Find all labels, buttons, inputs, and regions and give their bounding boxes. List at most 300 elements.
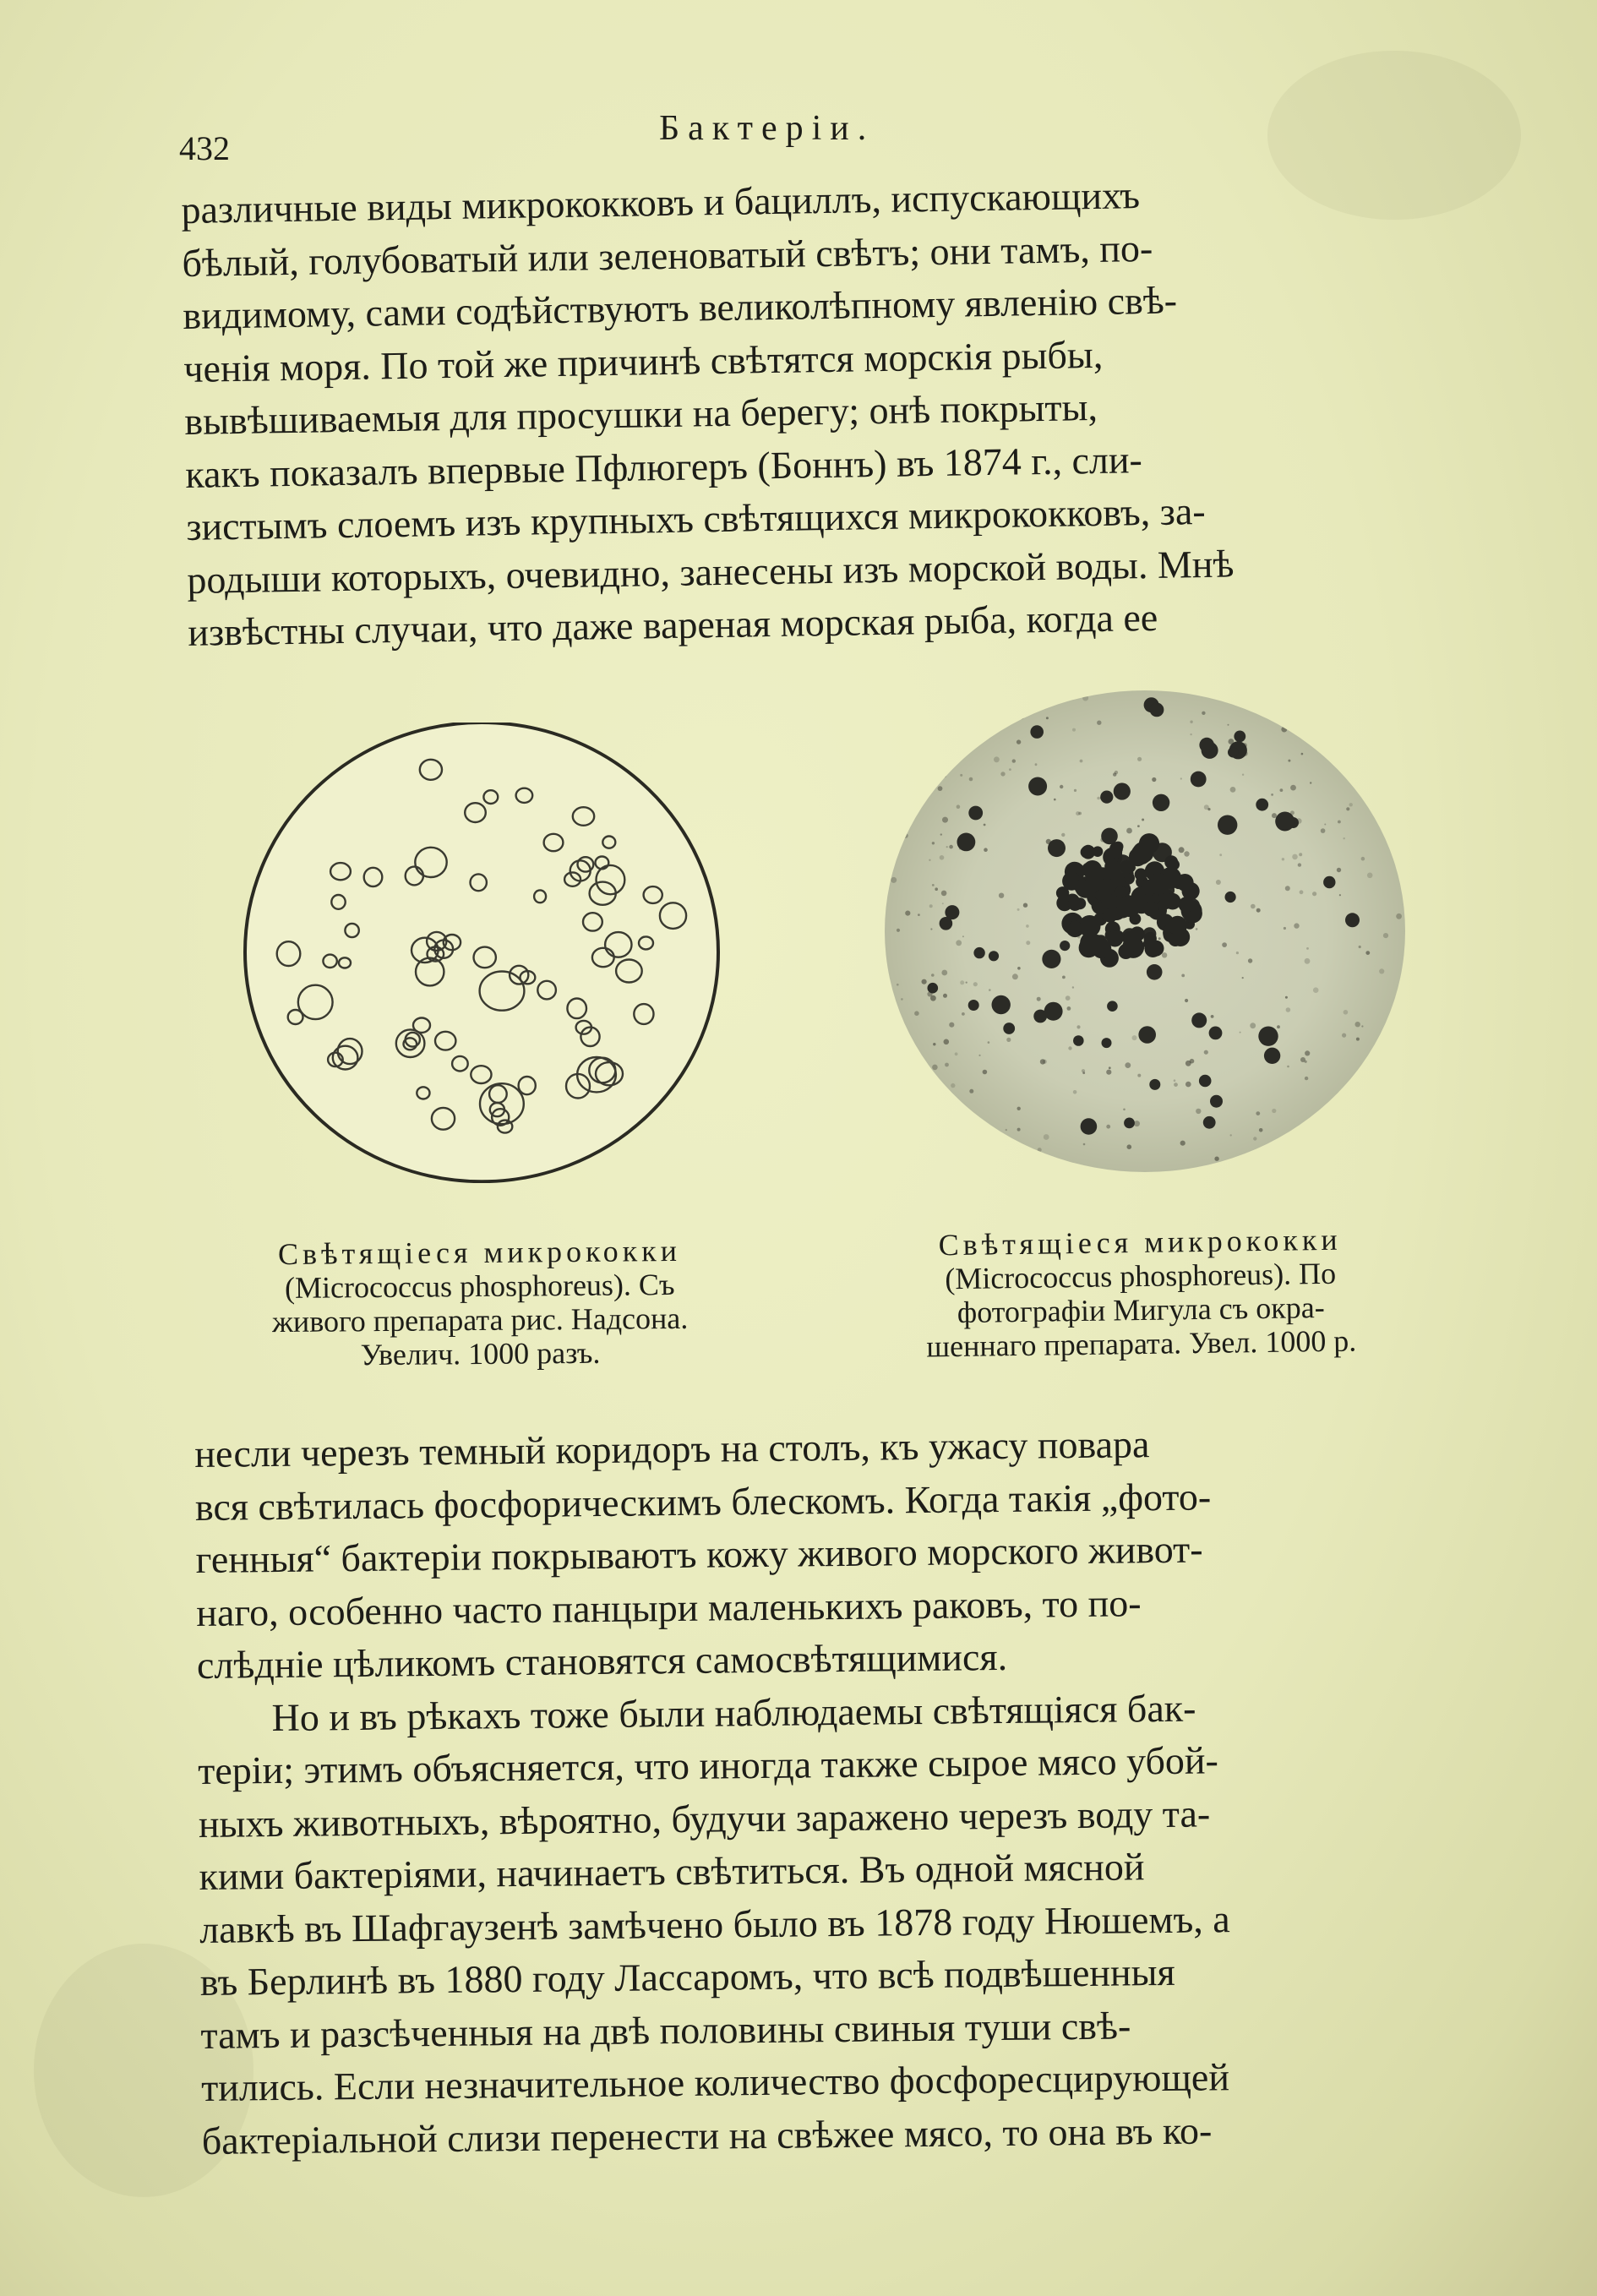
stained-cell <box>1132 1035 1137 1040</box>
text-line: вся свѣтилась фосфорическимъ блескомъ. Когда такiя „фото- <box>194 1474 1212 1529</box>
stained-cell <box>957 833 976 852</box>
stained-cell <box>1180 777 1182 779</box>
stained-cell <box>897 984 899 986</box>
text-line: извѣстны случаи, что даже вареная морская рыба, когда ее <box>187 595 1158 654</box>
stained-cell <box>1079 915 1101 937</box>
stained-cell <box>1137 757 1142 761</box>
stained-cell <box>1225 892 1236 903</box>
stained-cell <box>890 1069 893 1072</box>
stained-cell <box>966 1167 969 1170</box>
stained-cell <box>984 848 988 852</box>
stained-cell <box>943 774 946 777</box>
stained-cell <box>1359 946 1361 948</box>
stained-cell <box>1107 860 1121 875</box>
stained-cell <box>938 786 943 791</box>
stained-cell <box>1289 1135 1290 1137</box>
stained-cell <box>1339 894 1341 896</box>
stained-cell <box>941 970 947 976</box>
stained-cell <box>1321 828 1326 833</box>
stained-cell <box>1153 794 1169 811</box>
stained-cell <box>1218 815 1237 835</box>
stained-cell <box>1134 1121 1140 1126</box>
stained-cell <box>1102 1038 1112 1048</box>
stained-cell <box>1323 876 1335 888</box>
stained-cell <box>1080 760 1083 763</box>
stained-cell <box>1112 930 1125 943</box>
stained-cell <box>1101 828 1118 845</box>
stained-cell <box>1228 724 1229 726</box>
text-line: зистымъ слоемъ изъ крупныхъ свѣтящихся микрококковъ, за- <box>185 489 1206 548</box>
stained-cell <box>1073 1090 1077 1094</box>
stained-cell <box>1074 879 1089 894</box>
stained-cell <box>889 699 891 701</box>
stained-cell <box>928 983 939 994</box>
text-line: терiи; этимъ объясняется, что иногда также сырое мясо убой- <box>197 1738 1219 1792</box>
stained-cell <box>1000 772 1005 776</box>
stained-cell <box>1074 789 1076 792</box>
stained-cell <box>999 720 1001 723</box>
stained-cell <box>1272 1109 1276 1113</box>
stained-cell <box>1076 1025 1080 1028</box>
stained-cell <box>1199 1075 1212 1088</box>
stained-cell <box>1017 908 1020 911</box>
stained-cell <box>955 1052 958 1055</box>
stained-cell <box>1349 803 1353 806</box>
stained-cell <box>1305 1077 1308 1080</box>
stained-cell <box>1179 847 1185 853</box>
stained-cell <box>1255 694 1260 699</box>
stained-cell <box>1387 691 1391 695</box>
stained-cell <box>1379 968 1384 973</box>
stained-cell <box>1079 938 1099 958</box>
stained-cell <box>1030 725 1044 739</box>
stained-cell <box>1115 886 1128 898</box>
stained-cell <box>1305 958 1311 964</box>
stained-cell <box>1264 1048 1280 1064</box>
stained-cell <box>1174 1083 1178 1087</box>
stained-cell <box>936 695 939 698</box>
stained-cell <box>989 951 999 961</box>
stained-cell <box>938 1115 941 1119</box>
stained-cell <box>1012 973 1018 979</box>
stained-cell <box>905 911 910 916</box>
stained-cell <box>1369 799 1372 802</box>
stained-cell <box>1360 744 1365 749</box>
stained-cell <box>973 982 978 986</box>
stained-cell <box>1240 1032 1241 1033</box>
stained-cell <box>1196 1109 1201 1114</box>
text-line: кими бактерiями, начинаетъ свѣтиться. Въ одной мясной <box>199 1845 1145 1898</box>
stained-cell <box>1356 1038 1360 1041</box>
stained-cell <box>1290 785 1296 791</box>
stained-cell <box>903 833 908 838</box>
stained-cell <box>1388 808 1393 812</box>
stained-cell <box>1137 1074 1141 1077</box>
stained-cell <box>960 980 964 984</box>
stained-cell <box>1278 719 1281 723</box>
stained-cell <box>1162 952 1167 957</box>
stained-cell <box>1066 995 1071 1001</box>
stained-cell <box>1285 886 1290 891</box>
stained-cell <box>1286 1007 1291 1012</box>
stained-cell <box>1271 794 1273 796</box>
stained-cell <box>1190 721 1192 723</box>
stained-cell <box>1299 853 1302 856</box>
stained-cell <box>1054 799 1056 801</box>
stained-cell <box>891 776 894 778</box>
stained-cell <box>983 1070 988 1075</box>
stained-cell <box>946 1108 951 1113</box>
stained-cell <box>1367 873 1373 879</box>
stained-cell <box>1310 1166 1315 1171</box>
stained-cell <box>941 891 947 897</box>
stained-cell <box>1383 933 1388 938</box>
stained-cell <box>1137 825 1140 827</box>
stained-cell <box>1230 787 1236 793</box>
stained-cell <box>1191 772 1207 788</box>
stained-cell <box>1164 893 1181 910</box>
stained-cell <box>934 1134 939 1139</box>
micrococci-drawing-figure <box>237 723 727 1183</box>
stained-cell <box>1287 1066 1289 1068</box>
stained-cell <box>1204 804 1209 810</box>
stained-cell <box>940 855 945 860</box>
text-line: наго, особенно часто панцыри маленькихъ раковъ, то по- <box>196 1580 1142 1634</box>
stained-cell <box>968 1000 979 1011</box>
stained-cell <box>1364 1153 1365 1154</box>
stained-cell <box>883 905 886 910</box>
text-line: тились. Если незначительное количество фосфоресцирующей <box>200 2055 1230 2109</box>
stained-cell <box>1112 848 1123 859</box>
stained-cell <box>1312 892 1316 896</box>
top-paragraph <box>181 164 1473 659</box>
stained-cell <box>1253 1166 1257 1170</box>
stained-cell <box>927 695 933 701</box>
stained-cell <box>1344 1010 1349 1015</box>
stained-cell <box>962 1012 965 1016</box>
stained-cell <box>1148 941 1164 957</box>
text-line: видимому, сами содѣйствуютъ великолѣпному явленiю свѣ- <box>183 278 1178 337</box>
stained-cell <box>931 973 935 977</box>
stained-cell <box>1209 1027 1223 1040</box>
stained-cell <box>1216 880 1221 885</box>
stained-cell <box>1073 1035 1084 1046</box>
caption-line: Увелич. 1000 разъ. <box>360 1335 601 1372</box>
stained-cell <box>969 1089 973 1093</box>
stained-cell <box>922 979 927 984</box>
stained-cell <box>1256 908 1261 913</box>
stained-cell <box>943 994 947 998</box>
stained-cell <box>946 694 951 699</box>
stained-cell <box>1037 997 1041 1001</box>
stained-cell <box>914 1011 919 1016</box>
figure-left-caption <box>200 1233 759 1373</box>
stained-cell <box>976 712 981 717</box>
stained-cell <box>1106 1125 1110 1129</box>
stained-cell <box>932 884 935 886</box>
stained-cell <box>897 929 900 932</box>
stained-cell <box>897 1143 900 1145</box>
stained-cell <box>966 982 967 984</box>
stained-cell <box>930 928 932 930</box>
text-line: какъ показалъ впервые Пфлюгеръ (Боннъ) въ 1874 г., сли- <box>184 437 1143 496</box>
stained-cell <box>1003 1023 1015 1034</box>
stained-cell <box>1001 690 1006 695</box>
stained-cell <box>999 893 1004 898</box>
stained-cell <box>1282 858 1284 860</box>
stained-cell <box>1142 819 1144 821</box>
stained-cell <box>1248 958 1252 963</box>
stained-cell <box>1199 738 1214 753</box>
text-line: лавкѣ въ Шафгаузенѣ замѣчено было въ 1878 году Нюшемъ, а <box>199 1896 1230 1951</box>
stained-cell <box>956 940 962 946</box>
stained-cell <box>1158 937 1161 940</box>
stained-cell <box>969 777 973 782</box>
stained-cell <box>1324 824 1326 826</box>
stained-cell <box>1069 920 1082 933</box>
micrococci-photo-figure <box>883 689 1407 1175</box>
caption-line: Свѣтящiеся микрококки <box>938 1222 1342 1263</box>
stained-cell <box>1214 1157 1218 1161</box>
stained-cell <box>940 833 942 835</box>
text-line: тамъ и разсѣченныя на двѣ половины свиныя туши свѣ- <box>200 2003 1131 2057</box>
stained-cell <box>1298 863 1301 866</box>
stained-cell <box>1228 747 1238 757</box>
stained-cell <box>933 1043 935 1045</box>
stained-cell <box>1068 897 1082 911</box>
stained-cell <box>911 1113 917 1119</box>
stained-cell <box>944 1039 950 1045</box>
stained-cell <box>929 904 933 908</box>
stained-cell <box>945 905 959 919</box>
stained-cell <box>1109 1066 1111 1069</box>
stained-cell <box>1288 760 1290 762</box>
stained-cell <box>1259 1128 1263 1132</box>
stained-cell <box>897 1042 900 1044</box>
stained-cell <box>1398 695 1402 698</box>
stained-cell <box>1100 791 1113 804</box>
stained-cell <box>1072 728 1076 732</box>
stained-cell <box>1048 839 1066 857</box>
text-line: слѣднiе цѣликомъ становятся самосвѣтящимися. <box>196 1634 1008 1687</box>
stained-cell <box>912 1116 916 1121</box>
stained-cell <box>1250 1023 1256 1028</box>
stained-cell <box>1371 1151 1376 1157</box>
stained-cell <box>1338 821 1341 824</box>
stained-cell <box>1135 868 1147 881</box>
stained-cell <box>1081 1118 1098 1135</box>
stained-cell <box>1068 1046 1071 1050</box>
stained-cell <box>1143 901 1158 916</box>
stained-cell <box>1267 1162 1270 1164</box>
stained-cell <box>901 998 903 1001</box>
stained-cell <box>916 747 920 751</box>
stained-cell <box>962 935 964 937</box>
stained-cell <box>1149 1079 1160 1090</box>
stained-cell <box>1360 1147 1362 1149</box>
stained-cell <box>1345 913 1360 927</box>
stained-cell <box>1061 833 1065 837</box>
stained-cell <box>911 1063 917 1069</box>
stained-cell <box>1342 1033 1346 1038</box>
stained-cell <box>1078 812 1082 815</box>
stained-cell <box>1184 851 1189 856</box>
stained-cell <box>1272 813 1277 818</box>
stained-cell <box>1181 974 1185 978</box>
stained-cell <box>1126 828 1132 834</box>
stained-cell <box>949 1023 954 1028</box>
stained-cell <box>1123 1109 1126 1111</box>
stained-cell <box>1337 868 1341 872</box>
page-number: 432 <box>179 129 230 167</box>
stained-cell <box>1040 1059 1045 1064</box>
stained-cell <box>1147 873 1169 894</box>
stained-cell <box>1292 854 1298 860</box>
stained-cell <box>1118 944 1133 959</box>
stained-cell <box>932 1065 938 1071</box>
stained-cell <box>1046 717 1049 719</box>
stained-cell <box>957 804 961 809</box>
text-line: бѣлый, голубоватый или зеленоватый свѣтъ; они тамъ, по- <box>182 226 1153 285</box>
stained-cell <box>900 703 906 709</box>
stained-cell <box>1251 904 1256 909</box>
stained-cell <box>1006 1038 1011 1042</box>
caption-line: (Micrococcus phosphoreus). Съ <box>284 1267 675 1306</box>
stained-cell <box>1024 1167 1027 1170</box>
stained-cell <box>1009 768 1011 771</box>
stained-cell <box>1344 837 1345 839</box>
stained-cell <box>1211 1015 1214 1018</box>
stained-cell <box>1023 689 1026 690</box>
stained-cell <box>1234 731 1245 743</box>
stained-cell <box>1245 696 1251 701</box>
stained-cell <box>1202 712 1205 715</box>
stained-cell <box>989 989 991 991</box>
stained-cell <box>1174 1079 1176 1082</box>
stained-cell <box>1355 1022 1360 1027</box>
stained-cell <box>1185 999 1188 1002</box>
stained-cell <box>1168 916 1187 935</box>
stained-cell <box>1035 763 1038 766</box>
stained-cell <box>1396 913 1402 919</box>
stained-cell <box>1371 1159 1375 1162</box>
caption-line: Свѣтящiеся микрококки <box>277 1233 682 1272</box>
caption-line: шеннаго препарата. Увел. 1000 р. <box>926 1323 1357 1364</box>
stained-cell <box>1313 987 1319 993</box>
caption-line: фотографiи Мигула съ окра- <box>957 1290 1325 1330</box>
stained-cell <box>1130 926 1145 941</box>
stained-cell <box>1277 1025 1280 1028</box>
stained-cell <box>1230 1134 1232 1136</box>
stained-cell <box>1280 788 1284 792</box>
stained-cell <box>1044 1134 1049 1140</box>
stained-cell <box>1310 782 1311 783</box>
stained-cell <box>1359 689 1363 691</box>
text-line: вывѣшиваемыя для просушки на берегу; онѣ покрыты, <box>184 384 1098 443</box>
stained-cell <box>1256 1111 1260 1115</box>
stained-cell <box>1125 1062 1131 1068</box>
stained-cell <box>1152 777 1156 782</box>
stained-cell <box>1124 1118 1135 1129</box>
text-line: въ Берлинѣ въ 1880 году Лассаромъ, что всѣ подвѣшенныя <box>199 1950 1175 2004</box>
stained-cell <box>973 947 984 958</box>
stained-cell <box>1253 1137 1256 1140</box>
stained-cell <box>1120 897 1140 917</box>
stained-cell <box>1082 695 1088 701</box>
running-head: Бактерiи. <box>659 109 875 148</box>
stained-cell <box>1258 1027 1278 1046</box>
stained-cell <box>994 756 1000 762</box>
stained-cell <box>898 1091 904 1097</box>
stained-cell <box>932 842 935 844</box>
stained-cell <box>1191 1012 1207 1028</box>
stained-cell <box>1203 1116 1216 1129</box>
stained-cell <box>946 846 948 848</box>
stained-cell <box>1179 897 1195 913</box>
stained-cell <box>1106 1070 1111 1075</box>
stained-cell <box>904 717 910 723</box>
stained-cell <box>1236 952 1239 954</box>
stained-cell <box>1127 1144 1132 1149</box>
stained-cell <box>1306 947 1309 950</box>
stained-cell <box>1062 976 1066 979</box>
stained-cell <box>1120 860 1134 875</box>
stained-cell <box>1114 783 1131 799</box>
stained-cell <box>984 824 986 826</box>
stained-cell <box>1180 1141 1185 1146</box>
stained-cell <box>1190 1059 1195 1064</box>
stained-cell <box>951 1083 955 1088</box>
figure-right-caption <box>861 1221 1420 1364</box>
stained-cell <box>1017 739 1021 744</box>
stained-cell <box>1138 1026 1156 1044</box>
stained-cell <box>1060 941 1070 951</box>
stained-cell <box>1067 1006 1071 1011</box>
stained-cell <box>942 817 948 823</box>
text-line: ныхъ животныхъ, вѣроятно, будучи заражено черезъ воду та- <box>198 1791 1211 1846</box>
stained-cell <box>949 845 953 849</box>
stained-cell <box>1017 1128 1021 1132</box>
stained-cell <box>1281 727 1287 733</box>
stained-cell <box>968 806 983 821</box>
stained-cell <box>1365 951 1370 955</box>
stained-cell <box>1381 1114 1384 1117</box>
text-line: генныя“ бактерiи покрываютъ кожу живого морского живот- <box>195 1527 1203 1581</box>
stained-cell <box>886 1017 888 1020</box>
stained-cell <box>1017 1107 1021 1110</box>
stained-cell <box>1375 761 1377 763</box>
stained-cell <box>1361 1025 1363 1027</box>
stained-cell <box>1204 1050 1208 1055</box>
stained-cell <box>1019 714 1024 719</box>
stained-cell <box>1242 774 1244 776</box>
stained-cell <box>1083 1143 1086 1146</box>
stained-cell <box>1321 701 1324 705</box>
stained-cell <box>1322 734 1325 736</box>
stained-cell <box>1097 797 1100 800</box>
stained-cell <box>1028 777 1047 796</box>
stained-cell <box>1097 721 1101 725</box>
text-line: родыши которыхъ, очевидно, занесены изъ морской воды. Мнѣ <box>186 541 1235 602</box>
stained-cell <box>1026 924 1029 928</box>
caption-line: (Micrococcus phosphoreus). По <box>945 1256 1337 1296</box>
stained-cell <box>1098 879 1115 896</box>
stained-cell <box>992 995 1011 1014</box>
stained-cell <box>1399 761 1404 766</box>
stained-cell <box>1314 721 1317 724</box>
stained-cell <box>1072 986 1074 988</box>
stained-cell <box>1082 863 1096 877</box>
